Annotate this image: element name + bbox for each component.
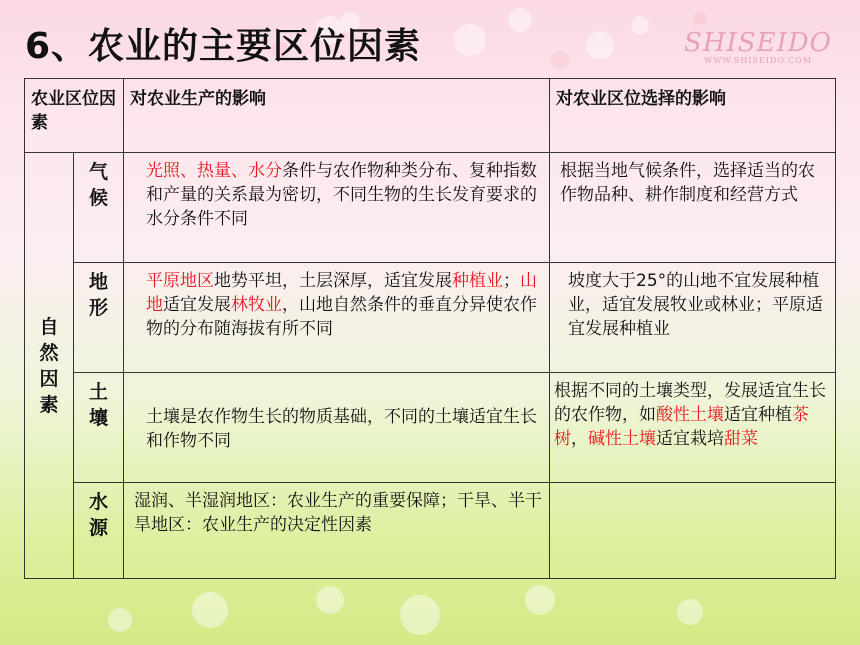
factor-terrain-label: 地形 xyxy=(88,271,108,319)
climate-choice: 根据当地气候条件，选择适当的农作物品种、耕作制度和经营方式 xyxy=(550,153,836,263)
terrain-text-3: 适宜发展 xyxy=(163,295,231,315)
slide-title: 6、农业的主要区位因素 xyxy=(25,26,422,67)
logo-site: WWW.SHISEIDO.COM xyxy=(704,56,812,65)
factor-soil-label: 土壤 xyxy=(88,381,108,429)
climate-production-rest: 条件与农作物种类分布、复种指数和产量的关系最为密切，不同生物的生长发育要求的水分条件不同 xyxy=(146,161,537,229)
terrain-text-4: ，山地自然条件的垂直分异使农作物的分布随海拔有所不同 xyxy=(146,295,537,339)
logo-brand: SHISEIDO xyxy=(684,28,832,58)
soil-choice-text-2: 适宜种植 xyxy=(724,405,792,425)
soil-alkaline: 碱性土壤 xyxy=(588,429,656,449)
factor-climate-label: 气候 xyxy=(88,161,108,209)
factor-soil xyxy=(74,373,124,483)
factor-terrain xyxy=(74,263,124,373)
terrain-text-2: ； xyxy=(503,271,520,291)
terrain-forestry: 林牧业 xyxy=(231,295,282,315)
climate-highlight: 光照、热量、水分 xyxy=(146,161,282,181)
terrain-crop-farming: 种植业 xyxy=(452,271,503,291)
soil-choice-text-1: 根据不同的土壤类型，发展适宜生长的农作物，如 xyxy=(554,381,826,425)
table-header-row xyxy=(25,79,836,153)
soil-choice-text-3: ， xyxy=(571,429,588,449)
terrain-text-1: 地势平坦，土层深厚，适宜发展 xyxy=(214,271,452,291)
factor-water xyxy=(74,483,124,579)
soil-beet: 甜菜 xyxy=(724,429,758,449)
table-row-terrain xyxy=(25,263,836,373)
terrain-production xyxy=(124,263,550,373)
category-label: 自然因素 xyxy=(39,315,59,416)
terrain-plain: 平原地区 xyxy=(146,271,214,291)
water-production: 湿润、半湿润地区：农业生产的重要保障；干旱、半干旱地区：农业生产的决定性因素 xyxy=(124,483,550,579)
soil-acidic: 酸性土壤 xyxy=(656,405,724,425)
soil-choice xyxy=(550,373,836,483)
table-row-climate xyxy=(25,153,836,263)
soil-choice-text-4: 适宜栽培 xyxy=(656,429,724,449)
soil-tea: 茶树 xyxy=(554,405,809,449)
table-row-water xyxy=(25,483,836,579)
climate-production xyxy=(124,153,550,263)
header-production: 对农业生产的影响 xyxy=(124,79,550,153)
factor-water-label: 水源 xyxy=(88,491,108,539)
shiseido-logo xyxy=(684,30,832,65)
agriculture-factors-table xyxy=(24,78,836,579)
water-choice xyxy=(550,483,836,579)
header-choice: 对农业区位选择的影响 xyxy=(550,79,836,153)
factor-climate xyxy=(74,153,124,263)
table-row-soil xyxy=(25,373,836,483)
soil-production: 土壤是农作物生长的物质基础，不同的土壤适宜生长和作物不同 xyxy=(124,373,550,483)
terrain-choice: 坡度大于25°的山地不宜发展种植业，适宜发展牧业或林业；平原适宜发展种植业 xyxy=(550,263,836,373)
terrain-mountain: 山地 xyxy=(146,271,537,315)
header-factor: 农业区位因素 xyxy=(25,79,124,153)
category-natural-factors xyxy=(25,153,74,579)
